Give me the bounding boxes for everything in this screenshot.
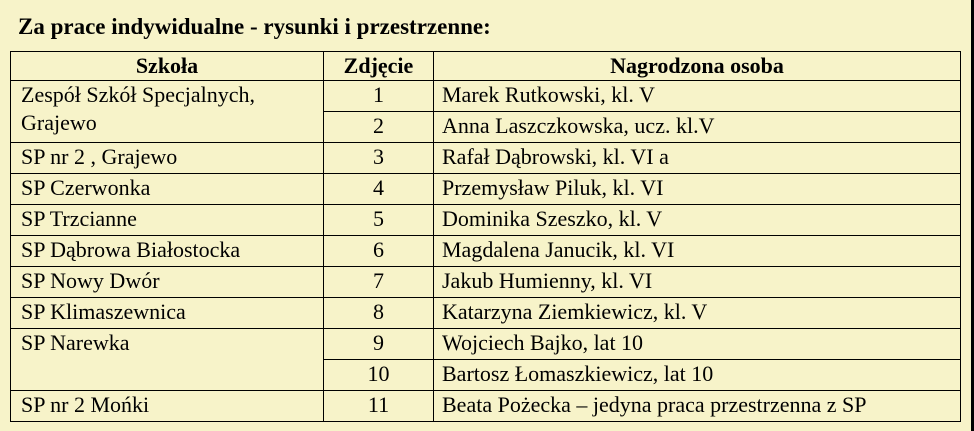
school-cell: SP Klimaszewnica bbox=[11, 298, 324, 329]
school-name-line: Grajewo bbox=[21, 110, 97, 135]
awarded-person-cell: Wojciech Bajko, lat 10 bbox=[434, 329, 961, 360]
photo-number-cell: 11 bbox=[324, 391, 434, 422]
school-name-line: Zespół Szkół Specjalnych, bbox=[21, 82, 256, 107]
awards-table bbox=[10, 51, 961, 422]
column-header-person: Nagrodzona osoba bbox=[434, 52, 961, 81]
table-row bbox=[11, 236, 961, 267]
photo-number-cell: 4 bbox=[324, 174, 434, 205]
awarded-person-cell: Magdalena Janucik, kl. VI bbox=[434, 236, 961, 267]
photo-number-cell: 9 bbox=[324, 329, 434, 360]
table-row bbox=[11, 267, 961, 298]
school-cell: SP nr 2 , Grajewo bbox=[11, 143, 324, 174]
school-cell: SP Narewka bbox=[11, 329, 324, 391]
school-cell: SP Dąbrowa Białostocka bbox=[11, 236, 324, 267]
photo-number-cell: 8 bbox=[324, 298, 434, 329]
photo-number-cell: 5 bbox=[324, 205, 434, 236]
awarded-person-cell: Bartosz Łomaszkiewicz, lat 10 bbox=[434, 360, 961, 391]
table-header-row bbox=[11, 52, 961, 81]
column-header-school: Szkoła bbox=[11, 52, 324, 81]
column-header-photo: Zdjęcie bbox=[324, 52, 434, 81]
school-cell bbox=[11, 81, 324, 143]
awarded-person-cell: Jakub Humienny, kl. VI bbox=[434, 267, 961, 298]
awarded-person-cell: Marek Rutkowski, kl. V bbox=[434, 81, 961, 112]
table-row bbox=[11, 391, 961, 422]
photo-number-cell: 10 bbox=[324, 360, 434, 391]
table-row bbox=[11, 81, 961, 112]
awarded-person-cell: Katarzyna Ziemkiewicz, kl. V bbox=[434, 298, 961, 329]
school-cell: SP Nowy Dwór bbox=[11, 267, 324, 298]
school-cell: SP Czerwonka bbox=[11, 174, 324, 205]
table-row bbox=[11, 174, 961, 205]
photo-number-cell: 2 bbox=[324, 112, 434, 143]
section-heading: Za prace indywidualne - rysunki i przestrzenne: bbox=[18, 14, 491, 39]
table-row bbox=[11, 143, 961, 174]
awarded-person-cell: Beata Pożecka – jedyna praca przestrzenna z SP bbox=[434, 391, 961, 422]
school-cell: SP nr 2 Mońki bbox=[11, 391, 324, 422]
awarded-person-cell: Dominika Szeszko, kl. V bbox=[434, 205, 961, 236]
photo-number-cell: 6 bbox=[324, 236, 434, 267]
table-row bbox=[11, 298, 961, 329]
photo-number-cell: 3 bbox=[324, 143, 434, 174]
school-cell: SP Trzcianne bbox=[11, 205, 324, 236]
table-row bbox=[11, 205, 961, 236]
awarded-person-cell: Anna Laszczkowska, ucz. kl.V bbox=[434, 112, 961, 143]
awarded-person-cell: Przemysław Piluk, kl. VI bbox=[434, 174, 961, 205]
table-row bbox=[11, 329, 961, 360]
photo-number-cell: 7 bbox=[324, 267, 434, 298]
photo-number-cell: 1 bbox=[324, 81, 434, 112]
awarded-person-cell: Rafał Dąbrowski, kl. VI a bbox=[434, 143, 961, 174]
